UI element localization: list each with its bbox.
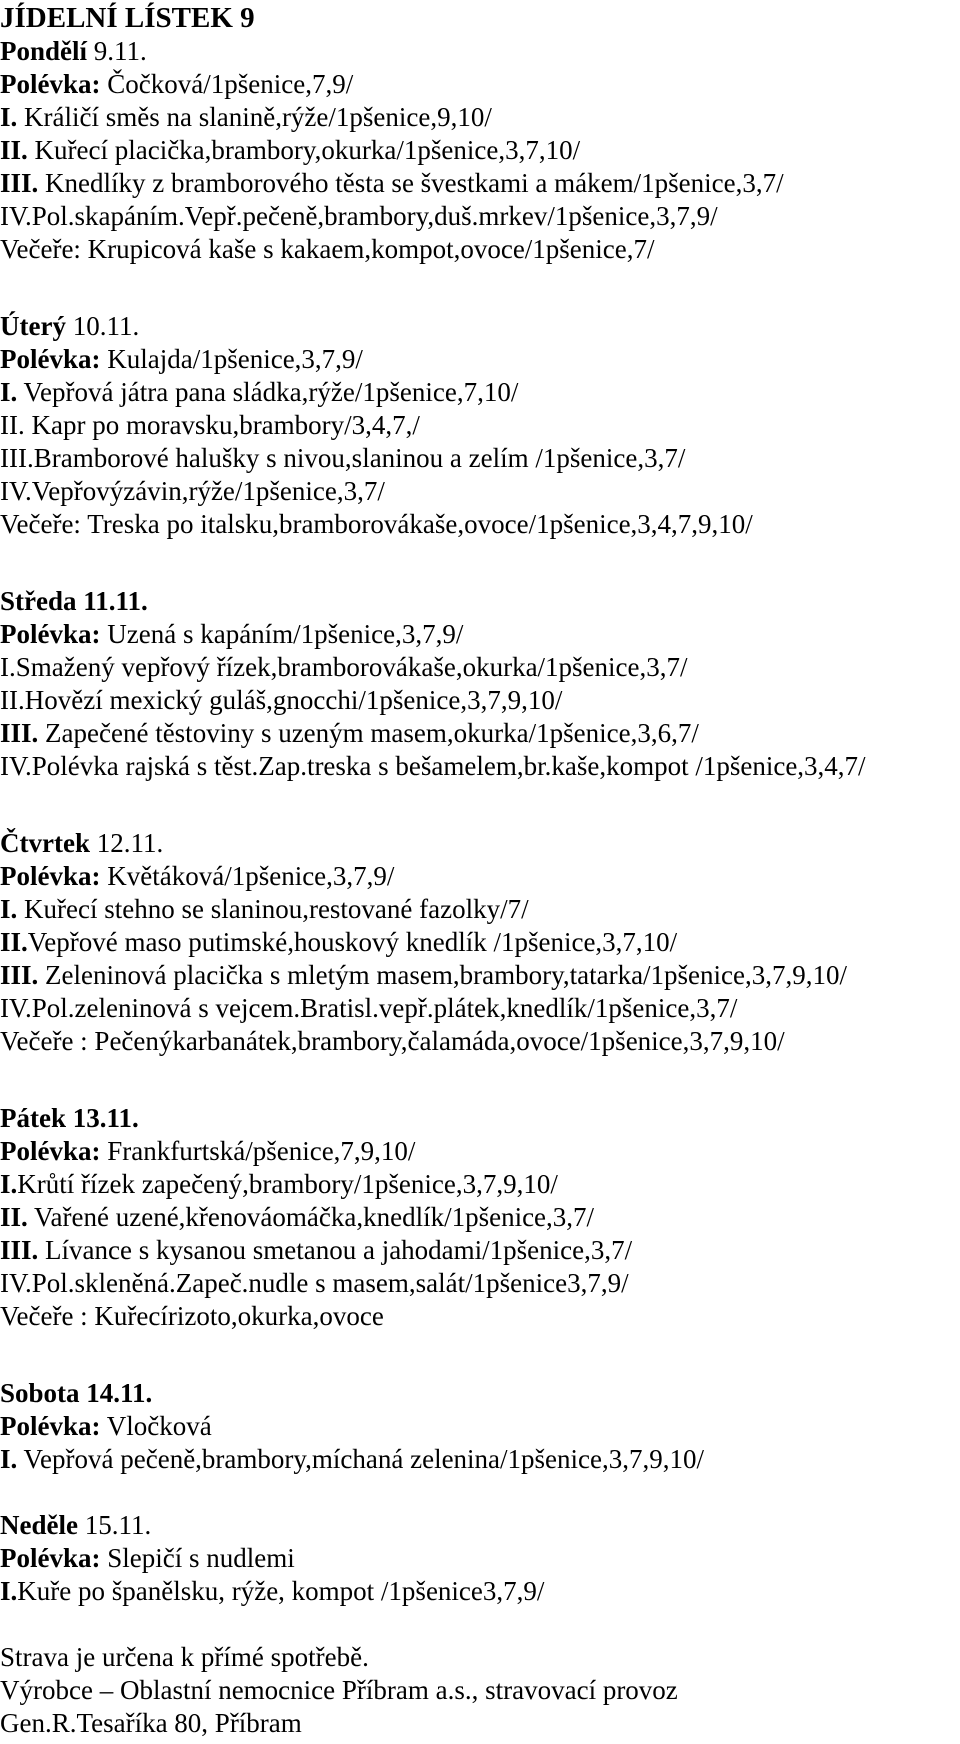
dinner-line: Večeře : Pečenýkarbanátek,brambory,čalamáda,ovoce/1pšenice,3,7,9,10/ <box>0 1026 785 1056</box>
menu-line: III.Bramborové halušky s nivou,slaninou a zelím /1pšenice,3,7/ <box>0 443 686 473</box>
footer-producer: Výrobce – Oblastní nemocnice Příbram a.s., stravovací provoz <box>0 1675 678 1705</box>
footer-note: Strava je určena k přímé spotřebě. <box>0 1642 369 1672</box>
menu-line: II.Vepřové maso putimské,houskový knedlík /1pšenice,3,7,10/ <box>0 927 678 957</box>
page-title: JÍDELNÍ LÍSTEK 9 <box>0 2 255 34</box>
menu-line: III. Zapečené těstoviny s uzeným masem,okurka/1pšenice,3,6,7/ <box>0 718 699 748</box>
menu-line: Polévka: Květáková/1pšenice,3,7,9/ <box>0 861 395 891</box>
menu-line: I. Vepřová pečeně,brambory,míchaná zelenina/1pšenice,3,7,9,10/ <box>0 1444 705 1474</box>
day-heading-wednesday: Středa 11.11. <box>0 586 148 616</box>
menu-line: II. Kuřecí placička,brambory,okurka/1pšenice,3,7,10/ <box>0 135 581 165</box>
menu-line: III. Knedlíky z bramborového těsta se švestkami a mákem/1pšenice,3,7/ <box>0 168 784 198</box>
menu-line: IV.Vepřovýzávin,rýže/1pšenice,3,7/ <box>0 476 385 506</box>
day-heading-monday: Pondělí 9.11. <box>0 36 147 66</box>
menu-line: I. Vepřová játra pana sládka,rýže/1pšenice,7,10/ <box>0 377 519 407</box>
menu-line: II. Vařené uzené,křenováomáčka,knedlík/1pšenice,3,7/ <box>0 1202 595 1232</box>
menu-line: II.Hovězí mexický guláš,gnocchi/1pšenice,3,7,9,10/ <box>0 685 563 715</box>
menu-line: Polévka: Uzená s kapáním/1pšenice,3,7,9/ <box>0 619 464 649</box>
day-heading-friday: Pátek 13.11. <box>0 1103 139 1133</box>
day-heading-tuesday: Úterý 10.11. <box>0 311 140 341</box>
day-heading-saturday: Sobota 14.11. <box>0 1378 153 1408</box>
menu-line: IV.Polévka rajská s těst.Zap.treska s bešamelem,br.kaše,kompot /1pšenice,3,4,7/ <box>0 751 866 781</box>
menu-line: Polévka: Vločková <box>0 1411 212 1441</box>
day-heading-thursday: Čtvrtek 12.11. <box>0 828 164 858</box>
menu-line: Polévka: Kulajda/1pšenice,3,7,9/ <box>0 344 363 374</box>
menu-line: II. Kapr po moravsku,brambory/3,4,7,/ <box>0 410 420 440</box>
menu-line: I. Králičí směs na slanině,rýže/1pšenice,9,10/ <box>0 102 492 132</box>
menu-line: I.Krůtí řízek zapečený,brambory/1pšenice,3,7,9,10/ <box>0 1169 558 1199</box>
dinner-line: Večeře: Krupicová kaše s kakaem,kompot,ovoce/1pšenice,7/ <box>0 234 655 264</box>
menu-line: IV.Pol.zeleninová s vejcem.Bratisl.vepř.plátek,knedlík/1pšenice,3,7/ <box>0 993 738 1023</box>
menu-line: IV.Pol.skapáním.Vepř.pečeně,brambory,duš.mrkev/1pšenice,3,7,9/ <box>0 201 718 231</box>
menu-line: I.Kuře po španělsku, rýže, kompot /1pšenice3,7,9/ <box>0 1576 545 1606</box>
menu-line: Polévka: Frankfurtská/pšenice,7,9,10/ <box>0 1136 416 1166</box>
menu-line: I.Smažený vepřový řízek,bramborovákaše,okurka/1pšenice,3,7/ <box>0 652 688 682</box>
menu-line: III. Zeleninová placička s mletým masem,brambory,tatarka/1pšenice,3,7,9,10/ <box>0 960 848 990</box>
menu-line: Polévka: Čočková/1pšenice,7,9/ <box>0 69 354 99</box>
footer-address: Gen.R.Tesaříka 80, Příbram <box>0 1708 302 1738</box>
menu-line: III. Lívance s kysanou smetanou a jahodami/1pšenice,3,7/ <box>0 1235 633 1265</box>
dinner-line: Večeře: Treska po italsku,bramborovákaše,ovoce/1pšenice,3,4,7,9,10/ <box>0 509 753 539</box>
dinner-line: Večeře : Kuřecírizoto,okurka,ovoce <box>0 1301 384 1331</box>
day-heading-sunday: Neděle 15.11. <box>0 1510 152 1540</box>
menu-line: IV.Pol.skleněná.Zapeč.nudle s masem,salát/1pšenice3,7,9/ <box>0 1268 629 1298</box>
menu-line: Polévka: Slepičí s nudlemi <box>0 1543 295 1573</box>
menu-line: I. Kuřecí stehno se slaninou,restované fazolky/7/ <box>0 894 529 924</box>
